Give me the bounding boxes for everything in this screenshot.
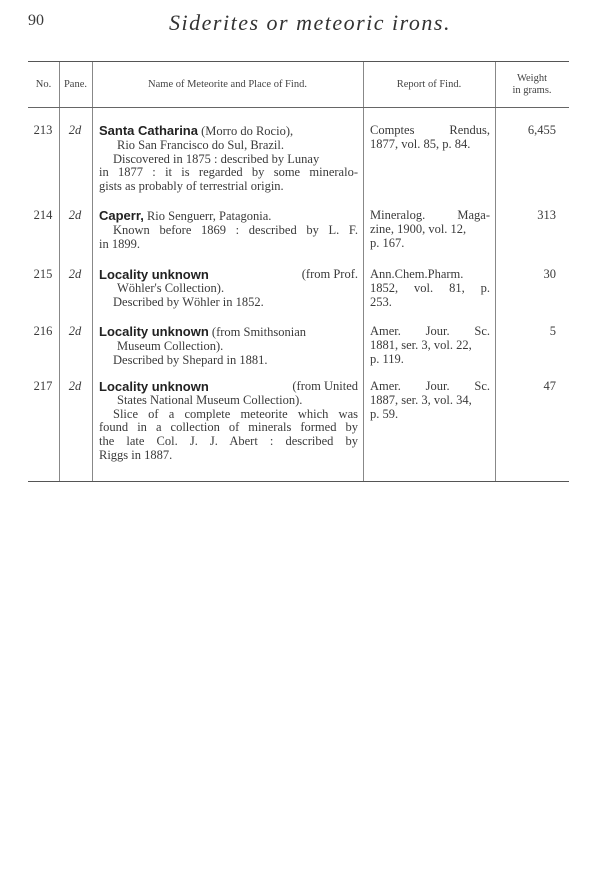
row-number: 215 — [33, 267, 53, 281]
report-line: p. 59. — [370, 406, 399, 421]
meteorite-name: Locality unknown — [99, 324, 209, 339]
report-line: Comptes Rendus, — [370, 123, 490, 137]
row-pane: 2d — [68, 379, 82, 393]
row-pane: 2d — [68, 208, 82, 222]
row-pane: 2d — [68, 123, 82, 137]
row-number: 214 — [33, 208, 53, 222]
header-report: Report of Find. — [396, 78, 462, 90]
meteorite-name-rest: (from United — [292, 379, 358, 393]
header-weight-line: in grams. — [512, 84, 552, 96]
report-line: 253. — [370, 294, 392, 309]
description-line: Museum Collection). — [117, 338, 224, 353]
report-line: 1881, ser. 3, vol. 22, — [370, 337, 472, 352]
row-weight: 5 — [549, 324, 556, 338]
description-line: States National Museum Collection). — [117, 392, 303, 407]
row-weight: 6,455 — [527, 123, 556, 137]
meteorite-name-rest: (Morro do Rocio), — [197, 124, 294, 138]
description-line: in 1877 : it is regarded by some mineralo- — [99, 165, 358, 180]
description-line: gists as probably of terrestrial origin. — [99, 179, 284, 194]
row-name-cell — [99, 268, 358, 309]
meteorite-name: Locality unknown — [99, 379, 209, 394]
report-line: 1887, ser. 3, vol. 34, — [370, 392, 472, 407]
report-line: 1877, vol. 85, p. 84. — [370, 136, 471, 151]
row-report-cell — [370, 325, 490, 366]
row-number: 217 — [33, 379, 53, 393]
row-number: 216 — [33, 324, 53, 338]
description-line: in 1899. — [99, 236, 140, 251]
header-weight — [495, 62, 569, 107]
row-report-cell — [370, 209, 490, 250]
description-line: Slice of a complete meteorite which was — [113, 406, 358, 421]
description-line: Known before 1869 : described by L. F. — [113, 222, 358, 237]
meteorite-name-rest: (from Prof. — [301, 267, 358, 281]
row-pane: 2d — [68, 267, 82, 281]
report-line: 1852, vol. 81, p. — [370, 280, 490, 295]
row-report-cell — [370, 124, 490, 152]
meteorite-name: Caperr, — [99, 208, 144, 223]
page-number: 90 — [28, 12, 44, 29]
report-line: p. 167. — [370, 235, 405, 250]
row-weight: 47 — [543, 379, 556, 393]
row-report-cell — [370, 380, 490, 421]
row-name-cell — [99, 209, 358, 251]
description-line: Riggs in 1887. — [99, 447, 173, 462]
description-line: Wöhler's Collection). — [117, 280, 225, 295]
description-line: Discovered in 1875 : described by Lunay — [113, 151, 320, 166]
description-line: Described by Shepard in 1881. — [113, 352, 268, 367]
description-line: Described by Wöhler in 1852. — [113, 294, 264, 309]
row-weight: 30 — [543, 267, 556, 281]
row-weight: 313 — [537, 208, 556, 222]
meteorite-name-rest: (from Smithsonian — [208, 325, 307, 339]
description-line: the late Col. J. J. Abert : described by — [99, 434, 358, 449]
meteorite-name-rest: Rio Senguerr, Patagonia. — [143, 209, 272, 223]
meteorite-table — [28, 61, 569, 482]
report-line: Mineralog. Maga- — [370, 208, 490, 222]
row-name-cell — [99, 380, 358, 463]
row-pane: 2d — [68, 324, 82, 338]
report-line: p. 119. — [370, 351, 404, 366]
meteorite-name: Locality unknown — [99, 267, 209, 282]
row-name-cell — [99, 124, 358, 194]
report-line: Ann.Chem.Pharm. — [370, 267, 464, 281]
column-divider — [363, 62, 364, 481]
header-weight-line: Weight — [516, 72, 548, 84]
header-no: No. — [35, 78, 52, 90]
column-divider — [92, 62, 93, 481]
meteorite-name: Santa Catharina — [99, 123, 198, 138]
header-rule — [28, 107, 569, 108]
row-report-cell — [370, 268, 490, 309]
header-name: Name of Meteorite and Place of Find. — [148, 78, 307, 90]
report-line: Amer. Jour. Sc. — [370, 324, 490, 338]
header-pane: Pane. — [63, 78, 88, 90]
row-name-cell — [99, 325, 358, 367]
report-line: Amer. Jour. Sc. — [370, 379, 490, 393]
report-line: zine, 1900, vol. 12, — [370, 221, 467, 236]
row-number: 213 — [33, 123, 53, 137]
description-line: found in a collection of minerals formed by — [99, 420, 358, 435]
running-head: Siderites or meteoric irons. — [169, 10, 451, 35]
description-line: Rio San Francisco do Sul, Brazil. — [117, 137, 284, 152]
